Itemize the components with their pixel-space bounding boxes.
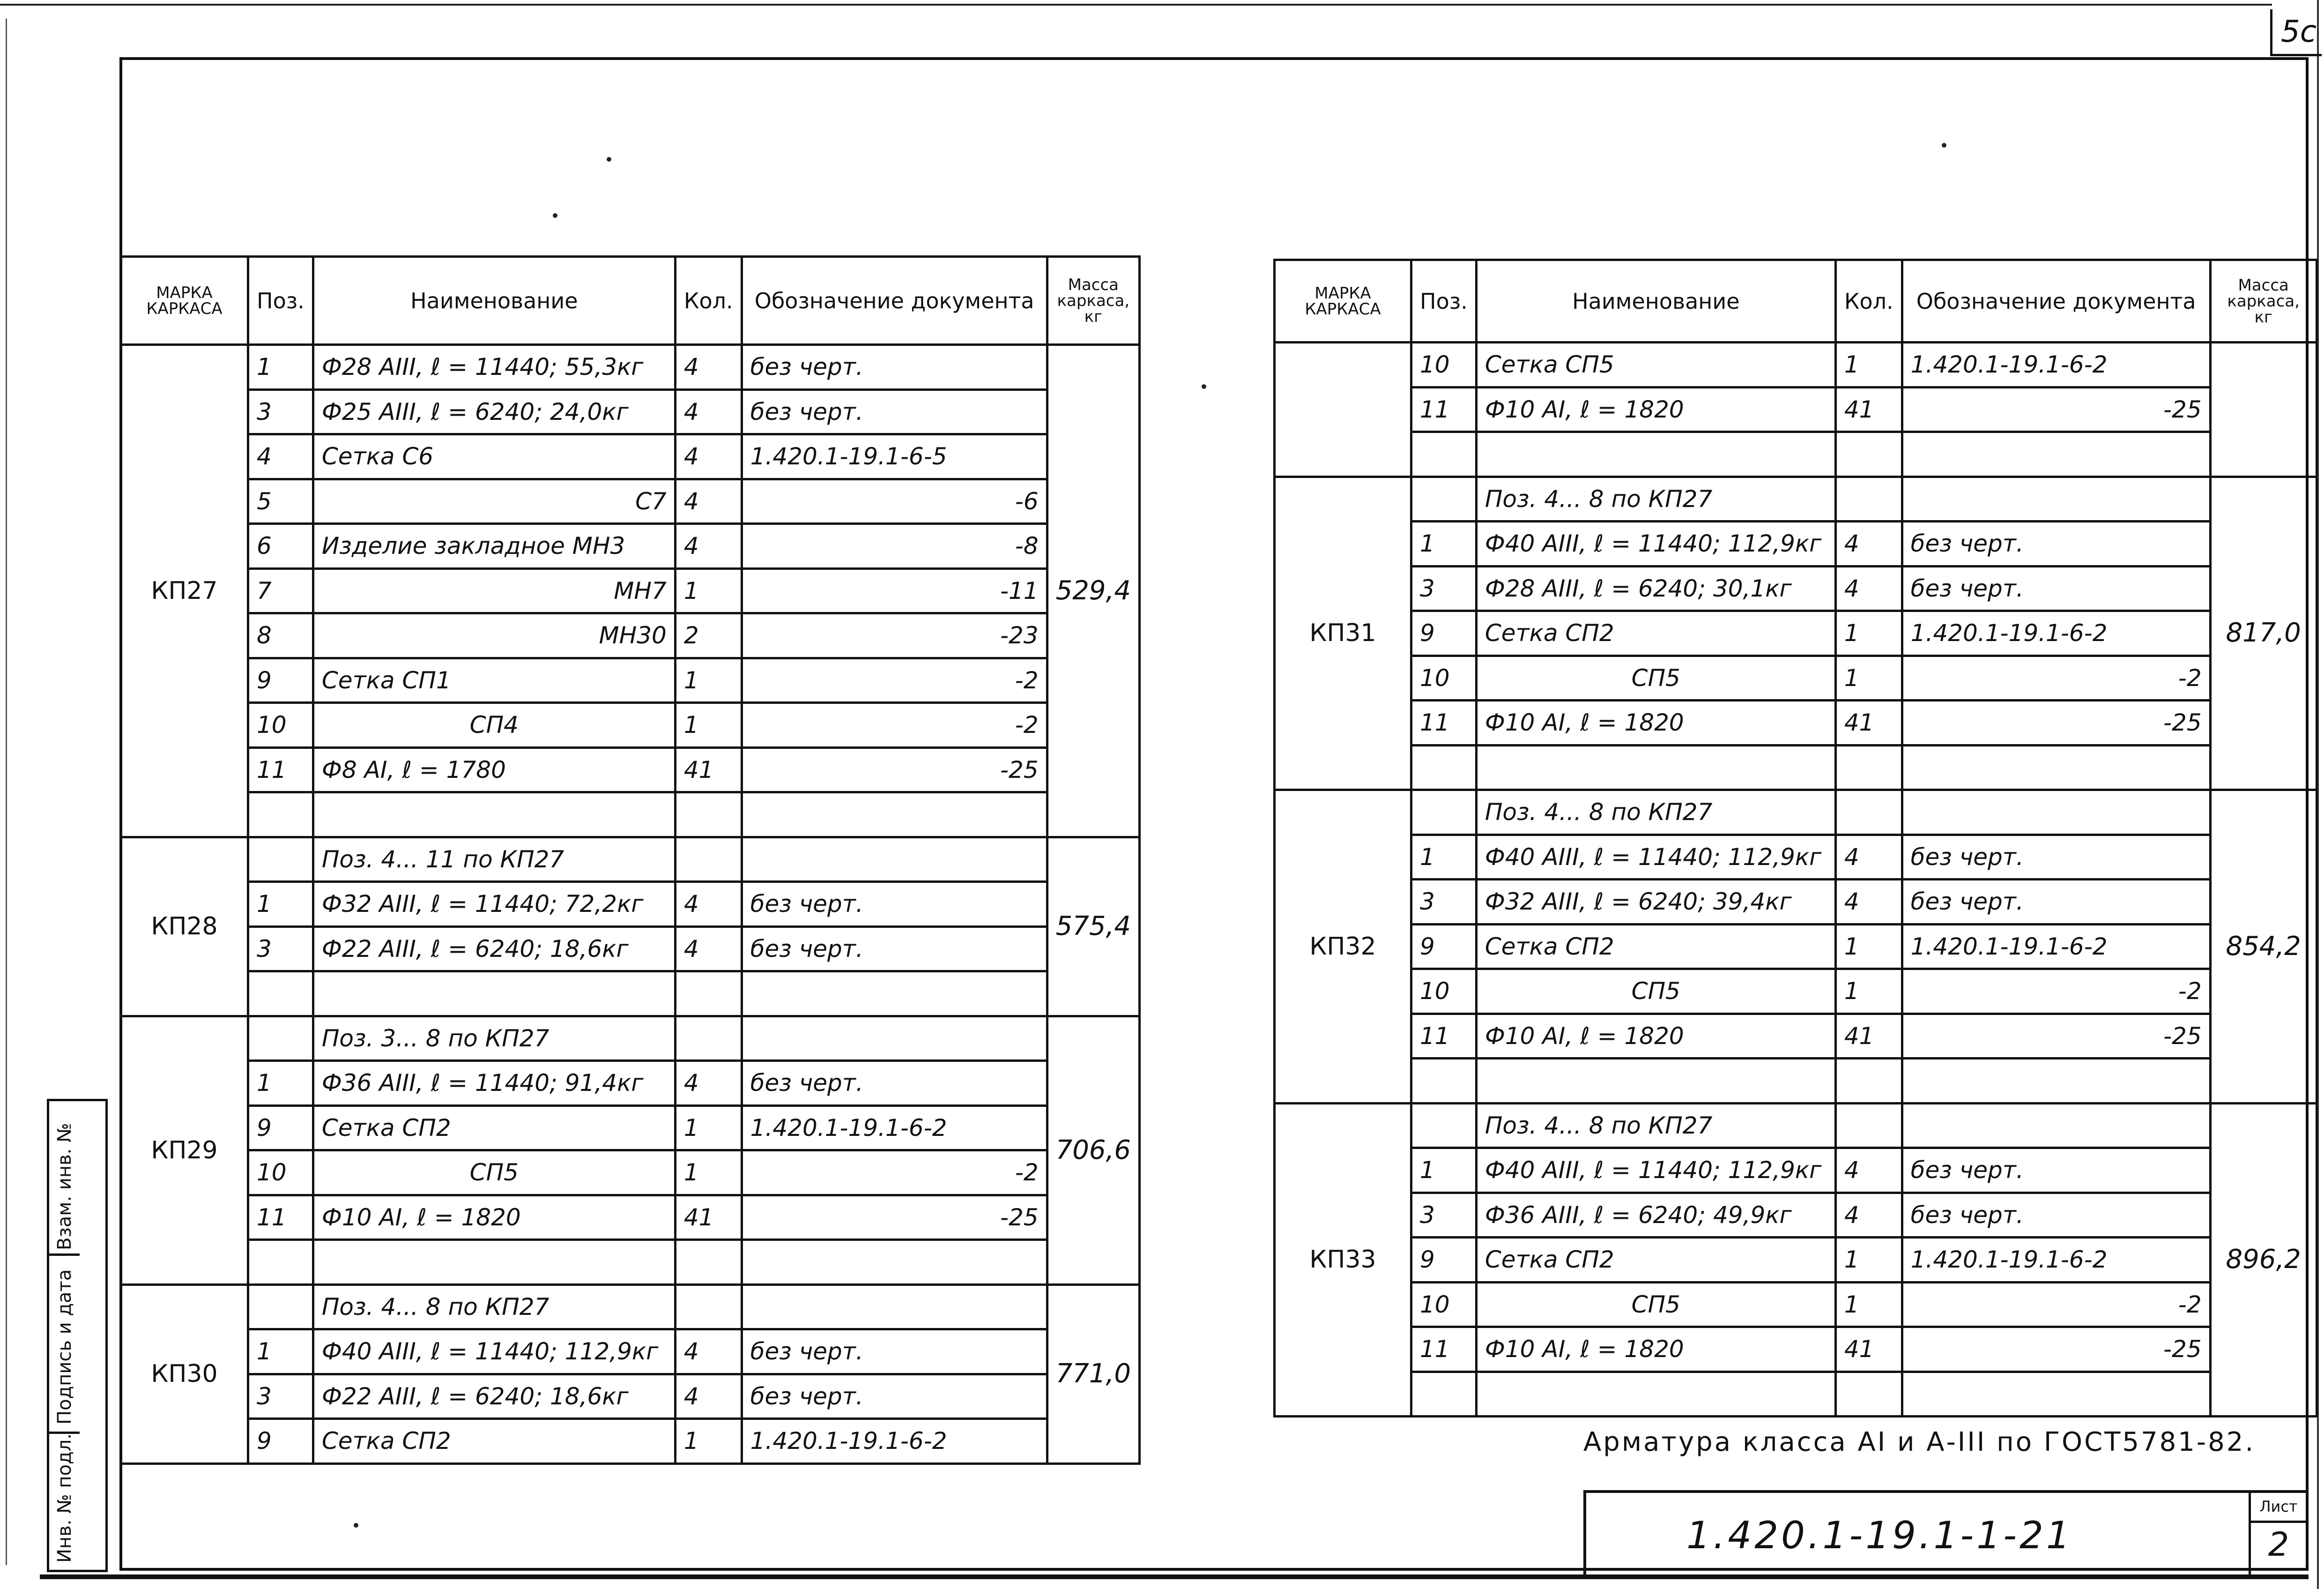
name-cell: Поз. 4... 8 по КП27 [1476, 790, 1835, 835]
quantity-cell: 1 [1835, 924, 1902, 969]
position-cell: 1 [248, 1061, 313, 1106]
table-row [1275, 880, 2317, 925]
quantity-cell: 1 [675, 1105, 742, 1150]
header-pos: Поз. [1411, 260, 1477, 343]
quantity-cell [675, 792, 742, 837]
scan-dot [607, 157, 611, 162]
quantity-cell: 1 [675, 703, 742, 748]
quantity-cell: 1 [1835, 656, 1902, 701]
header-mass: Масса каркаса, кг [2210, 260, 2317, 343]
name-cell: Сетка СП2 [1476, 1238, 1835, 1283]
quantity-cell [675, 1240, 742, 1285]
frame-mass: 817,0 [2210, 477, 2317, 790]
table-row [1275, 1148, 2317, 1193]
table-row [121, 1374, 1140, 1419]
name-cell: Сетка С6 [313, 434, 675, 479]
document-cell: 1.420.1-19.1-6-2 [742, 1105, 1047, 1150]
position-cell: 8 [248, 613, 313, 658]
right-spec-body [1275, 260, 2317, 1417]
document-cell [1902, 432, 2210, 477]
position-cell [248, 1016, 313, 1061]
header-name: Наименование [1476, 260, 1835, 343]
stamp-replaced-inv: Взам. инв. № [54, 1123, 75, 1250]
header-qty: Кол. [1835, 260, 1902, 343]
document-cell: -2 [742, 703, 1047, 748]
quantity-cell [675, 971, 742, 1016]
table-row [1275, 1238, 2317, 1283]
table-row [1275, 745, 2317, 790]
name-cell: СП5 [1476, 656, 1835, 701]
quantity-cell [675, 1016, 742, 1061]
table-row [121, 658, 1140, 703]
table-row [1275, 1103, 2317, 1148]
document-cell [742, 971, 1047, 1016]
position-cell: 11 [1411, 387, 1477, 432]
frame-mark: КП30 [121, 1284, 248, 1463]
quantity-cell: 1 [1835, 1282, 1902, 1327]
quantity-cell [1835, 790, 1902, 835]
position-cell: 1 [248, 1329, 313, 1374]
position-cell: 9 [1411, 924, 1477, 969]
name-cell: Ф40 АIII, ℓ = 11440; 112,9кг [1476, 835, 1835, 880]
position-cell: 4 [248, 434, 313, 479]
frame-mark: КП33 [1275, 1103, 1411, 1417]
document-cell: 1.420.1-19.1-6-2 [1902, 1238, 2210, 1283]
document-cell [742, 1284, 1047, 1329]
document-cell: -25 [742, 747, 1047, 792]
top-border-line [0, 4, 2272, 6]
header-doc: Обозначение документа [1902, 260, 2210, 343]
name-cell: Изделие закладное МН3 [313, 524, 675, 569]
position-cell [248, 1240, 313, 1285]
document-cell [742, 1016, 1047, 1061]
table-row [121, 1150, 1140, 1195]
document-cell: -25 [742, 1195, 1047, 1240]
quantity-cell [1835, 432, 1902, 477]
table-row [1275, 522, 2317, 567]
document-cell: 1.420.1-19.1-6-2 [1902, 343, 2210, 388]
quantity-cell: 4 [1835, 1148, 1902, 1193]
name-cell: Ф10 АI, ℓ = 1820 [1476, 387, 1835, 432]
table-row [1275, 1372, 2317, 1417]
name-cell: Ф36 АIII, ℓ = 11440; 91,4кг [313, 1061, 675, 1106]
quantity-cell: 4 [1835, 835, 1902, 880]
document-cell: без черт. [1902, 522, 2210, 567]
name-cell: Сетка СП2 [1476, 611, 1835, 656]
document-cell [1902, 745, 2210, 790]
table-row [1275, 656, 2317, 701]
reinforcement-note: Арматура класса АI и А-III по ГОСТ5781-82. [1583, 1427, 2256, 1457]
name-cell: Ф40 АIII, ℓ = 11440; 112,9кг [313, 1329, 675, 1374]
approval-stamp [47, 1099, 108, 1572]
quantity-cell: 1 [1835, 1238, 1902, 1283]
table-row [121, 1061, 1140, 1106]
name-cell: Ф28 АIII, ℓ = 11440; 55,3кг [313, 345, 675, 390]
quantity-cell [1835, 1372, 1902, 1417]
header-row [1275, 260, 2317, 343]
position-cell: 7 [248, 568, 313, 613]
document-cell: -25 [1902, 387, 2210, 432]
header-row [121, 257, 1140, 345]
document-cell: без черт. [1902, 880, 2210, 925]
name-cell: Ф10 АI, ℓ = 1820 [1476, 1327, 1835, 1372]
frame-mark: КП32 [1275, 790, 1411, 1104]
quantity-cell: 41 [675, 1195, 742, 1240]
table-row [1275, 1059, 2317, 1104]
quantity-cell: 4 [1835, 880, 1902, 925]
table-row [1275, 969, 2317, 1014]
name-cell: Ф10 АI, ℓ = 1820 [313, 1195, 675, 1240]
table-row [121, 1240, 1140, 1285]
table-row [121, 1284, 1140, 1329]
document-cell: -8 [742, 524, 1047, 569]
table-row [121, 837, 1140, 882]
frame-mass: 529,4 [1047, 345, 1139, 837]
name-cell: Сетка СП2 [1476, 924, 1835, 969]
position-cell: 3 [1411, 566, 1477, 611]
name-cell [1476, 432, 1835, 477]
document-cell [742, 837, 1047, 882]
document-cell: без черт. [742, 882, 1047, 927]
document-code: 1.420.1-19.1-1-21 [1686, 1514, 2073, 1557]
quantity-cell [1835, 1103, 1902, 1148]
frame-mark: КП28 [121, 837, 248, 1016]
table-row [121, 613, 1140, 658]
quantity-cell: 4 [1835, 1193, 1902, 1238]
document-cell [1902, 1372, 2210, 1417]
quantity-cell: 4 [675, 479, 742, 524]
document-cell [1902, 477, 2210, 522]
position-cell [1411, 1059, 1477, 1104]
position-cell: 3 [248, 1374, 313, 1419]
table-row [121, 1016, 1140, 1061]
left-margin-line [6, 19, 7, 1565]
position-cell [1411, 790, 1477, 835]
quantity-cell: 1 [675, 568, 742, 613]
left-spec-table [119, 255, 1141, 1465]
header-doc: Обозначение документа [742, 257, 1047, 345]
quantity-cell: 4 [675, 389, 742, 434]
frame-mark: КП31 [1275, 477, 1411, 790]
quantity-cell: 4 [1835, 522, 1902, 567]
table-row [121, 1329, 1140, 1374]
scan-dot [1202, 384, 1206, 389]
frame-mass [2210, 343, 2317, 477]
position-cell: 10 [1411, 343, 1477, 388]
quantity-cell: 4 [675, 926, 742, 971]
document-cell: без черт. [1902, 1148, 2210, 1193]
position-cell: 9 [1411, 1238, 1477, 1283]
scan-dot [1942, 143, 1946, 148]
name-cell: Сетка СП2 [313, 1105, 675, 1150]
quantity-cell: 4 [675, 882, 742, 927]
table-row [121, 747, 1140, 792]
table-row [1275, 566, 2317, 611]
name-cell: Ф40 АIII, ℓ = 11440; 112,9кг [1476, 522, 1835, 567]
frame-mass: 771,0 [1047, 1284, 1139, 1463]
position-cell [248, 1284, 313, 1329]
position-cell: 11 [248, 1195, 313, 1240]
table-row [1275, 924, 2317, 969]
position-cell: 11 [1411, 1327, 1477, 1372]
document-cell: -23 [742, 613, 1047, 658]
quantity-cell [1835, 477, 1902, 522]
name-cell [313, 971, 675, 1016]
document-cell: -6 [742, 479, 1047, 524]
name-cell: Ф22 АIII, ℓ = 6240; 18,6кг [313, 926, 675, 971]
right-spec-table [1273, 259, 2318, 1417]
document-cell: без черт. [742, 1374, 1047, 1419]
table-row [1275, 611, 2317, 656]
name-cell [1476, 745, 1835, 790]
header-mass: Масса каркаса, кг [1047, 257, 1139, 345]
quantity-cell [675, 837, 742, 882]
position-cell: 1 [1411, 1148, 1477, 1193]
name-cell: СП5 [1476, 969, 1835, 1014]
document-cell: -2 [1902, 1282, 2210, 1327]
frame-mark: КП29 [121, 1016, 248, 1284]
table-row [1275, 343, 2317, 388]
position-cell [1411, 1103, 1477, 1148]
name-cell: Поз. 3... 8 по КП27 [313, 1016, 675, 1061]
name-cell: Ф10 АI, ℓ = 1820 [1476, 701, 1835, 746]
name-cell: С7 [313, 479, 675, 524]
name-cell: Поз. 4... 8 по КП27 [1476, 1103, 1835, 1148]
quantity-cell [1835, 745, 1902, 790]
quantity-cell: 4 [675, 434, 742, 479]
name-cell [313, 1240, 675, 1285]
quantity-cell: 1 [675, 1150, 742, 1195]
table-row [1275, 1193, 2317, 1238]
document-cell [742, 1240, 1047, 1285]
name-cell: Ф32 АIII, ℓ = 11440; 72,2кг [313, 882, 675, 927]
table-row [121, 703, 1140, 748]
quantity-cell: 4 [675, 1329, 742, 1374]
document-cell: 1.420.1-19.1-6-2 [1902, 611, 2210, 656]
document-cell [1902, 790, 2210, 835]
name-cell: Сетка СП2 [313, 1419, 675, 1464]
name-cell: МН30 [313, 613, 675, 658]
position-cell: 10 [1411, 1282, 1477, 1327]
table-row [1275, 432, 2317, 477]
table-row [121, 345, 1140, 390]
frame-mass: 854,2 [2210, 790, 2317, 1104]
quantity-cell: 2 [675, 613, 742, 658]
position-cell [248, 837, 313, 882]
table-row [1275, 835, 2317, 880]
name-cell: СП5 [1476, 1282, 1835, 1327]
position-cell: 1 [248, 882, 313, 927]
position-cell: 1 [1411, 835, 1477, 880]
position-cell [248, 792, 313, 837]
header-qty: Кол. [675, 257, 742, 345]
table-row [121, 926, 1140, 971]
quantity-cell: 1 [675, 1419, 742, 1464]
table-row [1275, 477, 2317, 522]
header-mark: МАРКА КАРКАСА [1275, 260, 1411, 343]
table-row [1275, 701, 2317, 746]
sheet-label: Лист [2251, 1492, 2306, 1523]
bottom-border-line [40, 1574, 2309, 1579]
frame-mass: 575,4 [1047, 837, 1139, 1016]
frame-mark [1275, 343, 1411, 477]
position-cell: 10 [1411, 969, 1477, 1014]
document-cell: без черт. [742, 1329, 1047, 1374]
document-cell: 1.420.1-19.1-6-2 [742, 1419, 1047, 1464]
table-row [1275, 1327, 2317, 1372]
position-cell: 5 [248, 479, 313, 524]
name-cell: Поз. 4... 11 по КП27 [313, 837, 675, 882]
name-cell: МН7 [313, 568, 675, 613]
document-cell: без черт. [742, 389, 1047, 434]
document-cell: -2 [1902, 969, 2210, 1014]
table-row [121, 434, 1140, 479]
document-cell: без черт. [742, 345, 1047, 390]
quantity-cell: 41 [1835, 701, 1902, 746]
name-cell: Ф22 АIII, ℓ = 6240; 18,6кг [313, 1374, 675, 1419]
document-cell: -2 [742, 658, 1047, 703]
name-cell: Ф28 АIII, ℓ = 6240; 30,1кг [1476, 566, 1835, 611]
document-cell: -2 [1902, 656, 2210, 701]
quantity-cell [675, 1284, 742, 1329]
table-row [1275, 387, 2317, 432]
name-cell: СП4 [313, 703, 675, 748]
document-cell [1902, 1059, 2210, 1104]
name-cell: Ф32 АIII, ℓ = 6240; 39,4кг [1476, 880, 1835, 925]
name-cell: Ф40 АIII, ℓ = 11440; 112,9кг [1476, 1148, 1835, 1193]
table-row [121, 971, 1140, 1016]
name-cell: Сетка СП1 [313, 658, 675, 703]
position-cell: 3 [248, 389, 313, 434]
quantity-cell [1835, 1059, 1902, 1104]
name-cell: Поз. 4... 8 по КП27 [1476, 477, 1835, 522]
position-cell: 11 [1411, 701, 1477, 746]
position-cell [1411, 1372, 1477, 1417]
table-row [121, 792, 1140, 837]
position-cell: 1 [1411, 522, 1477, 567]
document-cell: без черт. [742, 1061, 1047, 1106]
name-cell: СП5 [313, 1150, 675, 1195]
name-cell [313, 792, 675, 837]
quantity-cell: 4 [675, 1061, 742, 1106]
table-row [121, 882, 1140, 927]
name-cell [1476, 1059, 1835, 1104]
name-cell: Ф25 АIII, ℓ = 6240; 24,0кг [313, 389, 675, 434]
quantity-cell: 41 [1835, 1014, 1902, 1059]
name-cell: Ф8 АI, ℓ = 1780 [313, 747, 675, 792]
quantity-cell: 1 [675, 658, 742, 703]
quantity-cell: 41 [1835, 1327, 1902, 1372]
position-cell: 3 [1411, 880, 1477, 925]
scan-dot [354, 1523, 358, 1528]
quantity-cell: 4 [675, 1374, 742, 1419]
frame-mass: 706,6 [1047, 1016, 1139, 1284]
position-cell [248, 971, 313, 1016]
document-cell: без черт. [742, 926, 1047, 971]
header-name: Наименование [313, 257, 675, 345]
position-cell: 3 [248, 926, 313, 971]
sheet-number: 2 [2268, 1525, 2289, 1564]
document-cell: без черт. [1902, 1193, 2210, 1238]
name-cell: Поз. 4... 8 по КП27 [313, 1284, 675, 1329]
position-cell: 1 [248, 345, 313, 390]
name-cell: Сетка СП5 [1476, 343, 1835, 388]
table-row [121, 524, 1140, 569]
document-cell: 1.420.1-19.1-6-5 [742, 434, 1047, 479]
scan-dot [553, 213, 557, 218]
position-cell: 11 [1411, 1014, 1477, 1059]
table-row [1275, 790, 2317, 835]
position-cell: 10 [248, 1150, 313, 1195]
table-row [121, 1105, 1140, 1150]
document-cell: без черт. [1902, 566, 2210, 611]
table-row [121, 389, 1140, 434]
quantity-cell: 41 [1835, 387, 1902, 432]
document-cell: -25 [1902, 1327, 2210, 1372]
table-row [121, 1419, 1140, 1464]
position-cell: 9 [248, 1105, 313, 1150]
position-cell: 6 [248, 524, 313, 569]
quantity-cell: 1 [1835, 343, 1902, 388]
table-row [121, 1195, 1140, 1240]
header-pos: Поз. [248, 257, 313, 345]
table-row [1275, 1014, 2317, 1059]
stamp-signature-date: Подпись и дата [54, 1269, 75, 1425]
quantity-cell: 4 [675, 345, 742, 390]
frame-mark: КП27 [121, 345, 248, 837]
quantity-cell: 4 [1835, 566, 1902, 611]
document-cell [742, 792, 1047, 837]
position-cell [1411, 477, 1477, 522]
position-cell: 9 [248, 1419, 313, 1464]
document-cell: 1.420.1-19.1-6-2 [1902, 924, 2210, 969]
document-cell [1902, 1103, 2210, 1148]
quantity-cell: 4 [675, 524, 742, 569]
sheet-corner-number: 5с [2270, 9, 2322, 56]
position-cell: 11 [248, 747, 313, 792]
quantity-cell: 41 [675, 747, 742, 792]
document-cell: без черт. [1902, 835, 2210, 880]
frame-mass: 896,2 [2210, 1103, 2317, 1417]
position-cell: 10 [1411, 656, 1477, 701]
name-cell: Ф36 АIII, ℓ = 6240; 49,9кг [1476, 1193, 1835, 1238]
quantity-cell: 1 [1835, 969, 1902, 1014]
document-cell: -25 [1902, 701, 2210, 746]
header-mark: МАРКА КАРКАСА [121, 257, 248, 345]
position-cell: 9 [1411, 611, 1477, 656]
position-cell [1411, 745, 1477, 790]
table-row [121, 568, 1140, 613]
table-row [121, 479, 1140, 524]
document-cell: -25 [1902, 1014, 2210, 1059]
name-cell [1476, 1372, 1835, 1417]
name-cell: Ф10 АI, ℓ = 1820 [1476, 1014, 1835, 1059]
position-cell [1411, 432, 1477, 477]
left-spec-body [121, 257, 1140, 1464]
position-cell: 10 [248, 703, 313, 748]
stamp-original-inv: Инв. № подл. [54, 1433, 75, 1563]
document-cell: -2 [742, 1150, 1047, 1195]
position-cell: 3 [1411, 1193, 1477, 1238]
quantity-cell: 1 [1835, 611, 1902, 656]
table-row [1275, 1282, 2317, 1327]
position-cell: 9 [248, 658, 313, 703]
document-cell: -11 [742, 568, 1047, 613]
